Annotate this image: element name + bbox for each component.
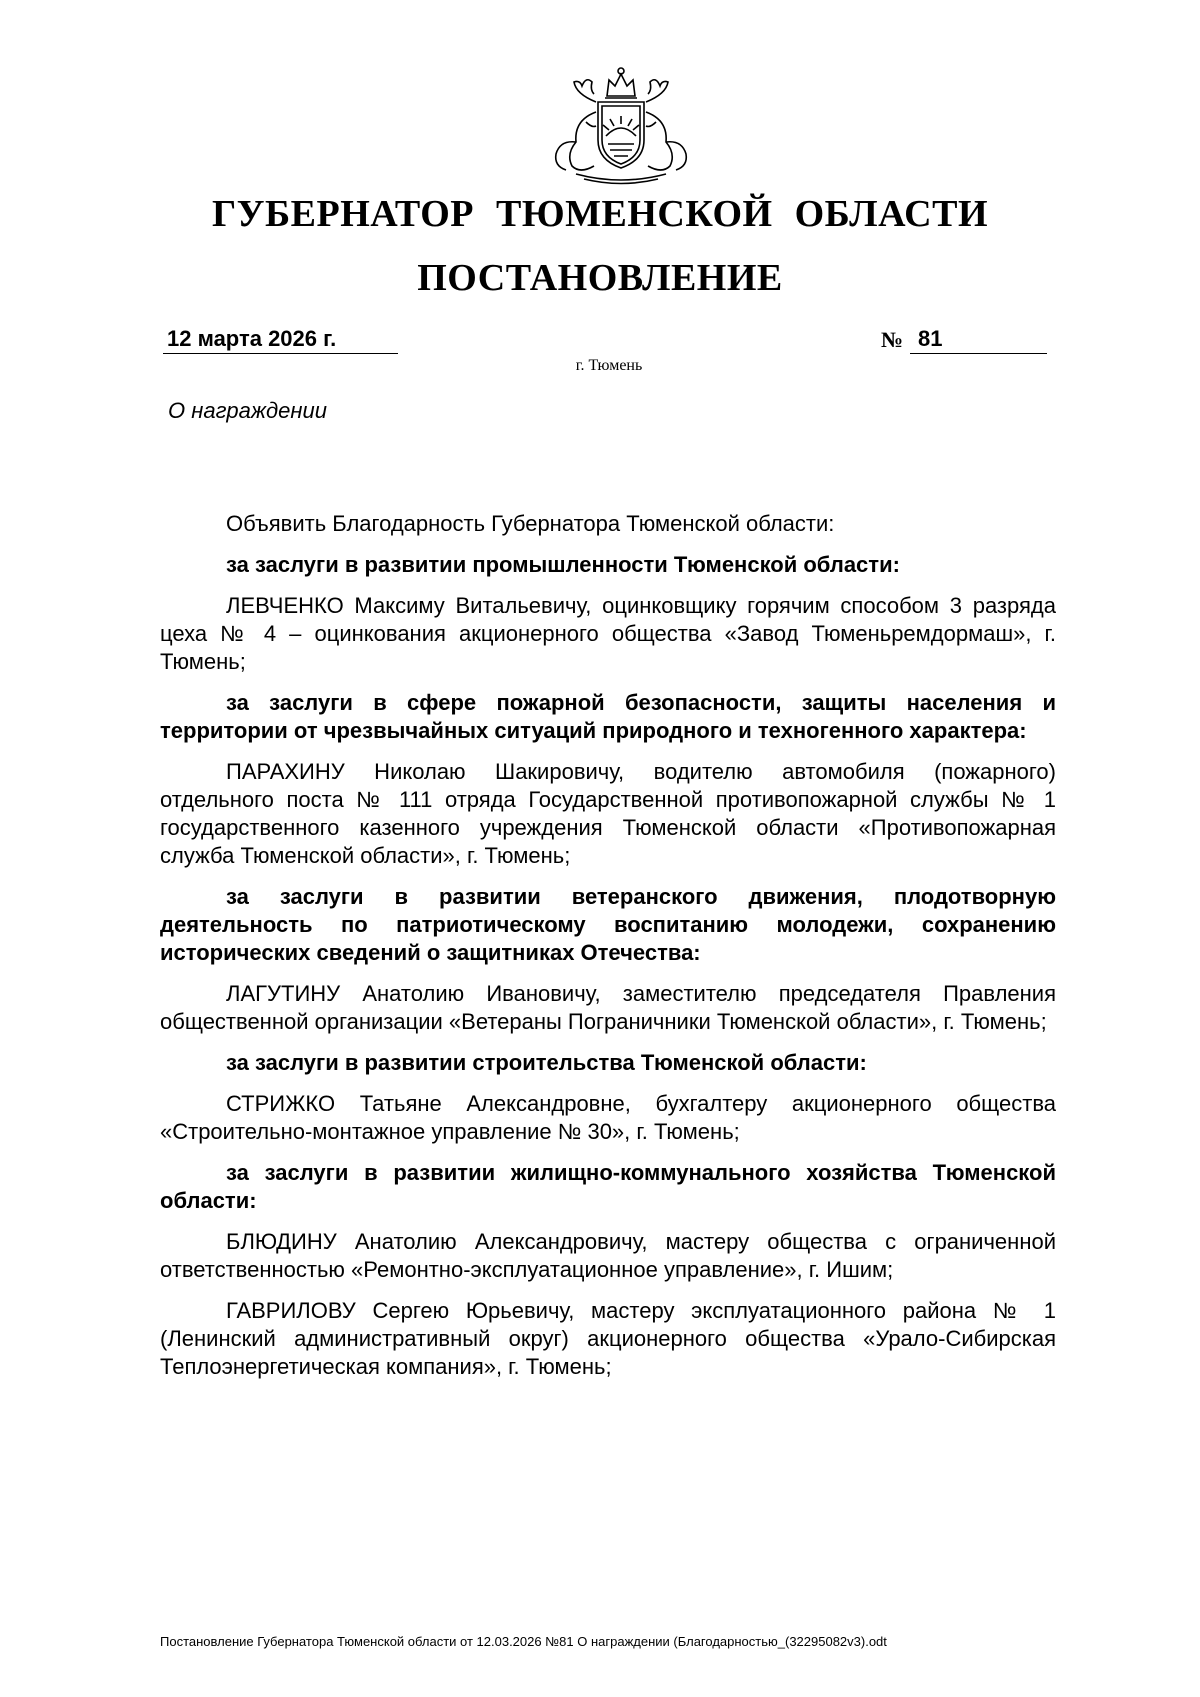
coat-of-arms-icon <box>546 62 696 188</box>
awardee-entry: ЛАГУТИНУ Анатолию Ивановичу, заместителю председателя Правления общественной организации «Ветераны Пограничники Тюменской области», г. Тюмень; <box>160 981 1056 1034</box>
document-number: 81 <box>910 326 1047 354</box>
award-category: за заслуги в развитии жилищно-коммунального хозяйства Тюменской области: <box>160 1160 1056 1213</box>
document-type-title: ПОСТАНОВЛЕНИЕ <box>417 257 783 299</box>
awardee-entry: БЛЮДИНУ Анатолию Александровичу, мастеру общества с ограниченной ответственностью «Ремонтно-эксплуатационное управление», г. Ишим; <box>160 1229 1056 1282</box>
award-category: за заслуги в развитии промышленности Тюменской области: <box>226 552 900 577</box>
award-category: за заслуги в развитии ветеранского движения, плодотворную деятельность по патриотическому воспитанию молодежи, сохранению исторических сведений о защитниках Отечества: <box>160 884 1056 965</box>
document-subject: О награждении <box>168 398 327 423</box>
awardee-entry: СТРИЖКО Татьяне Александровне, бухгалтеру акционерного общества «Строительно-монтажное управление № 30», г. Тюмень; <box>160 1091 1056 1144</box>
document-body <box>160 510 1056 1394</box>
intro-paragraph: Объявить Благодарность Губернатора Тюменской области: <box>226 511 835 536</box>
award-category: за заслуги в развитии строительства Тюменской области: <box>226 1050 867 1075</box>
organization-title: ГУБЕРНАТОР ТЮМЕНСКОЙ ОБЛАСТИ <box>211 193 989 235</box>
awardee-entry: ГАВРИЛОВУ Сергею Юрьевичу, мастеру эксплуатационного района № 1 (Ленинский административный округ) акционерного общества «Урало-Сибирская Теплоэнергетическая компания», г. Тюмень; <box>160 1298 1056 1379</box>
award-category: за заслуги в сфере пожарной безопасности, защиты населения и территории от чрезвычайных ситуаций природного и техногенного характера: <box>160 690 1056 743</box>
document-city: г. Тюмень <box>575 357 643 374</box>
awardee-entry: ЛЕВЧЕНКО Максиму Витальевичу, оцинковщику горячим способом 3 разряда цеха № 4 – оцинкования акционерного общества «Завод Тюменьремдормаш», г. Тюмень; <box>160 593 1056 674</box>
awardee-entry: ПАРАХИНУ Николаю Шакировичу, водителю автомобиля (пожарного) отдельного поста № 111 отряда Государственной противопожарной службы № 1 государственного казенного учреждения Тюменской области «Противопожарная служба Тюменской области», г. Тюмень; <box>160 759 1056 868</box>
document-date: 12 марта 2026 г. <box>163 326 398 354</box>
number-sign: № <box>881 327 904 352</box>
document-footer: Постановление Губернатора Тюменской области от 12.03.2026 №81 О награждении (Благодарностью_(32295082v3).odt <box>160 1634 887 1649</box>
